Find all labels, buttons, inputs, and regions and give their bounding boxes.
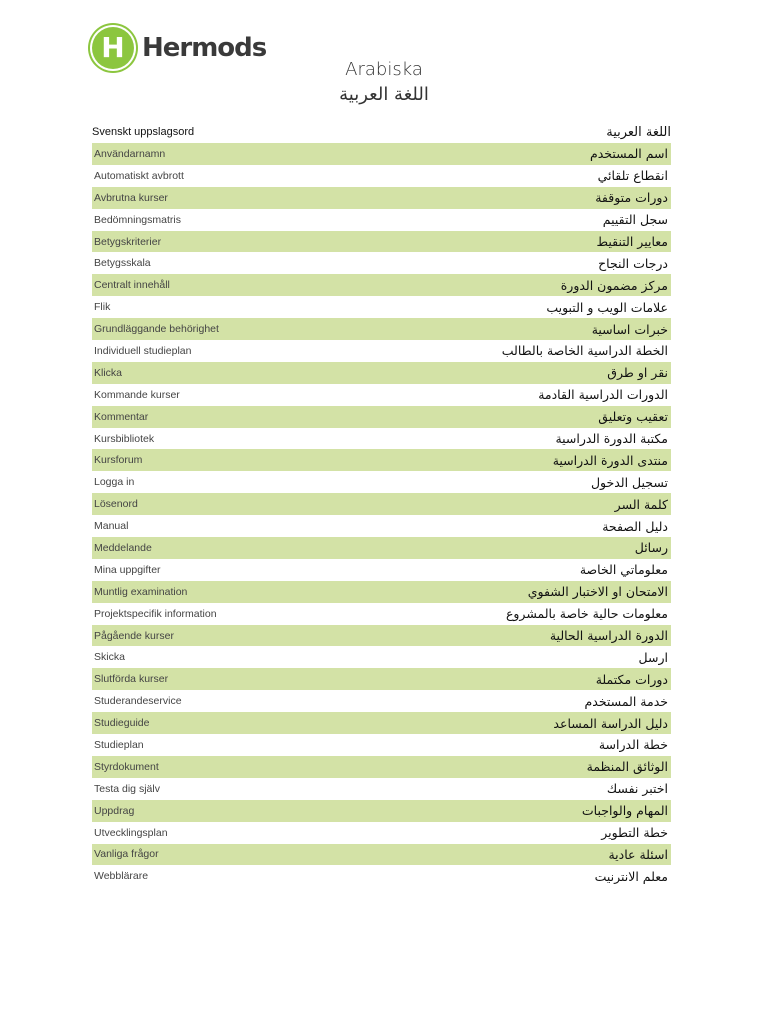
glossary-row [92,844,671,866]
term-arabic: الوثائق المنظمة [586,759,668,775]
term-swedish: Lösenord [94,498,138,511]
term-swedish: Studieguide [94,717,150,730]
term-swedish: Projektspecifik information [94,607,217,620]
glossary-row [92,165,671,187]
glossary-row [92,274,671,296]
term-swedish: Muntlig examination [94,585,188,598]
term-swedish: Studieplan [94,738,144,751]
term-swedish: Bedömningsmatris [94,213,181,226]
glossary-row [92,296,671,318]
term-arabic: الدورة الدراسية الحالية [549,628,668,644]
term-arabic: مركز مضمون الدورة [560,277,668,293]
glossary-row [92,865,671,887]
header-arabic: اللغة العربية [606,124,671,140]
glossary-row [92,209,671,231]
term-swedish: Kursforum [94,454,143,467]
term-swedish: Individuell studieplan [94,344,192,357]
term-swedish: Centralt innehåll [94,279,170,292]
glossary-row [92,559,671,581]
term-swedish: Avbrutna kurser [94,191,168,204]
glossary-row [92,406,671,428]
term-arabic: خطة الدراسة [598,737,668,753]
glossary-row [92,712,671,734]
glossary-row [92,668,671,690]
term-swedish: Uppdrag [94,804,135,817]
term-swedish: Webblärare [94,870,149,883]
term-arabic: منتدى الدورة الدراسية [552,452,668,468]
term-arabic: دورات متوقفة [595,190,668,206]
term-swedish: Styrdokument [94,760,159,773]
term-arabic: خدمة المستخدم [584,693,668,709]
term-arabic: خبرات اساسية [591,321,668,337]
glossary-row [92,537,671,559]
term-arabic: الدورات الدراسية القادمة [538,387,668,403]
glossary-row [92,581,671,603]
term-swedish: Studerandeservice [94,695,182,708]
term-swedish: Betygskriterier [94,235,162,248]
glossary-row [92,646,671,668]
term-arabic: المهام والواجبات [581,803,668,819]
title-swedish: Arabiska [345,59,423,80]
term-swedish: Vanliga frågor [94,848,159,861]
term-swedish: Användarnamn [94,147,166,160]
term-swedish: Kommande kurser [94,388,180,401]
term-arabic: سجل التقييم [602,212,668,228]
glossary-row [92,471,671,493]
glossary-row [92,778,671,800]
term-swedish: Kursbibliotek [94,432,155,445]
glossary-header-row [92,121,671,143]
title-arabic: اللغة العربية [339,84,429,105]
term-arabic: درجات النجاح [598,255,668,271]
term-swedish: Slutförda kurser [94,673,169,686]
term-swedish: Betygsskala [94,257,151,270]
glossary-row [92,187,671,209]
term-swedish: Utvecklingsplan [94,826,168,839]
glossary-row [92,384,671,406]
glossary-row [92,603,671,625]
term-arabic: دليل الدراسة المساعد [553,715,668,731]
term-swedish: Flik [94,301,111,314]
term-arabic: معلم الانترنيت [594,868,668,884]
term-swedish: Mina uppgifter [94,563,161,576]
term-arabic: نقر او طرق [607,365,668,381]
term-arabic: معلومات حالية خاصة بالمشروع [505,606,668,622]
term-arabic: ارسل [638,649,668,665]
term-arabic: كلمة السر [614,496,668,512]
term-arabic: مكتبة الدورة الدراسية [555,431,668,447]
glossary-row [92,143,671,165]
glossary-row [92,690,671,712]
glossary-row [92,252,671,274]
glossary-row [92,340,671,362]
glossary-row [92,449,671,471]
term-arabic: تسجيل الدخول [590,474,668,490]
term-arabic: خطة التطوير [601,825,668,841]
term-arabic: دليل الصفحة [602,518,668,534]
term-arabic: معايير التنقيط [596,234,668,249]
term-arabic: معلوماتي الخاصة [579,562,668,578]
glossary-row [92,493,671,515]
glossary-table [92,121,671,887]
term-arabic: دورات مكتملة [595,671,668,687]
glossary-row [92,734,671,756]
term-arabic: الخطة الدراسية الخاصة بالطالب [501,343,668,359]
glossary-row [92,362,671,384]
term-arabic: الامتحان او الاختبار الشفوي [527,584,668,600]
document-title [0,58,768,108]
term-swedish: Meddelande [94,541,152,554]
term-arabic: اختبر نفسك [606,781,668,797]
term-swedish: Kommentar [94,410,149,423]
glossary-row [92,756,671,778]
logo-wordmark: Hermods [142,33,267,63]
header-swedish: Svenskt uppslagsord [92,126,195,138]
term-swedish: Testa dig själv [94,782,160,795]
term-swedish: Logga in [94,476,135,489]
term-arabic: رسائل [634,540,668,556]
term-arabic: انقطاع تلقائي [597,168,668,184]
term-arabic: اسم المستخدم [589,146,668,162]
glossary-rows [92,143,671,887]
term-swedish: Klicka [94,366,123,379]
term-swedish: Manual [94,520,129,533]
glossary-row [92,800,671,822]
term-arabic: اسئلة عادية [608,846,668,862]
term-swedish: Grundläggande behörighet [94,323,219,336]
term-arabic: تعقيب وتعليق [598,409,668,425]
glossary-row [92,428,671,450]
term-swedish: Skicka [94,651,125,664]
term-arabic: علامات الويب و التبويب [546,299,668,315]
term-swedish: Automatiskt avbrott [94,169,184,182]
glossary-row [92,625,671,647]
term-swedish: Pågående kurser [94,629,174,642]
glossary-row [92,318,671,340]
glossary-row [92,231,671,253]
glossary-row [92,515,671,537]
glossary-row [92,822,671,844]
logo-letter: H [101,31,125,64]
